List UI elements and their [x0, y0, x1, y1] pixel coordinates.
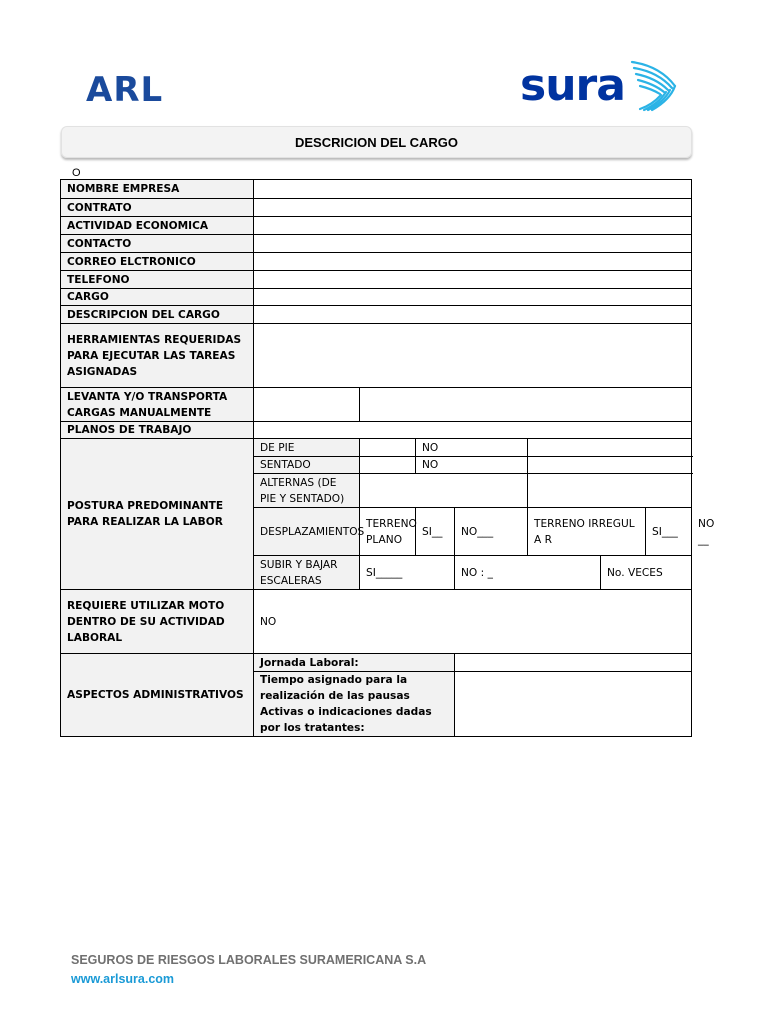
sura-logo-wordmark: sura: [520, 60, 625, 111]
label-desplazamientos: DESPLAZAMIENTOS: [254, 508, 360, 556]
option-terreno-plano-si[interactable]: SI__: [416, 508, 455, 556]
field-requiere-moto[interactable]: NO: [254, 590, 692, 654]
label-nombre-empresa: NOMBRE EMPRESA: [61, 180, 254, 199]
label-correo: CORREO ELCTRONICO: [61, 253, 254, 271]
label-planos-trabajo: PLANOS DE TRABAJO: [61, 422, 254, 439]
footer-website-link[interactable]: www.arlsura.com: [71, 972, 175, 986]
option-terreno-irregular-si[interactable]: SI___: [646, 508, 692, 556]
label-pausas-activas: Tiempo asignado para la realización de las pausas Activas o indicaciones dadas por los tratantes:: [254, 672, 455, 737]
form-title: DESCRICION DEL CARGO: [295, 134, 458, 150]
field-planos-trabajo[interactable]: [254, 422, 692, 439]
label-de-pie: DE PIE: [254, 439, 360, 457]
label-levanta-cargas: LEVANTA Y/O TRANSPORTA CARGAS MANUALMENTE: [61, 388, 254, 422]
field-de-pie[interactable]: [360, 439, 416, 457]
label-contrato: CONTRATO: [61, 199, 254, 217]
field-no-veces[interactable]: No. VECES: [601, 556, 692, 590]
label-terreno-plano: TERRENO PLANO: [360, 508, 416, 556]
sura-logo: [520, 58, 680, 118]
field-jornada-laboral[interactable]: [455, 654, 692, 672]
field-contrato[interactable]: [254, 199, 692, 217]
field-levanta-cargas-a[interactable]: [254, 388, 360, 422]
label-contacto: CONTACTO: [61, 235, 254, 253]
field-contacto[interactable]: [254, 235, 692, 253]
field-telefono[interactable]: [254, 271, 692, 289]
job-description-form: NOMBRE EMPRESA CONTRATO ACTIVIDAD ECONOMICA CONTACTO CORREO ELCTRONICO TELEFONO CARGO DESCRIPCION DEL CARGO HERRAMIENTAS REQUERIDAS PARA EJECUTAR LAS TAREAS ASIGNADAS LEVANTA Y/O TRANSPORTA CARGAS MANUALMENTE PLANOS DE TRABAJO POSTURA PREDOMINANTE PARA REALIZAR LA LABOR DE PIE NO SENTADO NO ALTERNAS (DE PIE Y SENTADO) DESPLAZAMIENTOS TERRENO PLANO SI__ NO___ TERRENO IRREGULA R SI___ NO __ SUBIR Y BAJAR ESCALERAS SI_____ NO : _ No. VECES REQUIERE UTILIZAR MOTO DENTRO DE SU ACTIVIDAD LABORAL NO ASPECTOS ADMINISTRATIVOS Jornada Laboral: Tiempo asignado para la realización de las pausas Activas o indicaciones dadas por los tratantes:: [60, 179, 692, 737]
label-terreno-irregular: TERRENO IRREGULA R: [528, 508, 646, 556]
label-sentado: SENTADO: [254, 457, 360, 474]
label-jornada-laboral: Jornada Laboral:: [254, 654, 455, 672]
field-de-pie-extra[interactable]: [528, 439, 692, 457]
field-actividad-economica[interactable]: [254, 217, 692, 235]
field-descripcion-cargo[interactable]: [254, 306, 692, 324]
footer-company: SEGUROS DE RIESGOS LABORALES SURAMERICANA S.A: [71, 953, 427, 967]
field-pausas-activas[interactable]: [455, 672, 692, 737]
field-sentado-extra[interactable]: [528, 457, 692, 474]
option-terreno-plano-no[interactable]: NO___: [455, 508, 528, 556]
field-alternas[interactable]: [360, 474, 528, 508]
label-requiere-moto: REQUIERE UTILIZAR MOTO DENTRO DE SU ACTIVIDAD LABORAL: [61, 590, 254, 654]
label-actividad-economica: ACTIVIDAD ECONOMICA: [61, 217, 254, 235]
sura-wing-icon: [520, 58, 680, 118]
label-herramientas: HERRAMIENTAS REQUERIDAS PARA EJECUTAR LAS TAREAS ASIGNADAS: [61, 324, 254, 388]
option-escaleras-si[interactable]: SI_____: [360, 556, 455, 590]
form-title-bar: [61, 126, 692, 158]
option-sentado-no[interactable]: NO: [416, 457, 528, 474]
arl-logo: ARL: [86, 70, 164, 110]
label-aspectos-administrativos: ASPECTOS ADMINISTRATIVOS: [61, 654, 254, 737]
field-herramientas[interactable]: [254, 324, 692, 388]
field-alternas-extra[interactable]: [528, 474, 692, 508]
field-cargo[interactable]: [254, 289, 692, 306]
label-telefono: TELEFONO: [61, 271, 254, 289]
label-cargo: CARGO: [61, 289, 254, 306]
option-escaleras-no[interactable]: NO : _: [455, 556, 601, 590]
label-postura: POSTURA PREDOMINANTE PARA REALIZAR LA LABOR: [61, 439, 254, 590]
option-de-pie-no[interactable]: NO: [416, 439, 528, 457]
field-correo[interactable]: [254, 253, 692, 271]
field-nombre-empresa[interactable]: [254, 180, 692, 199]
label-descripcion-cargo: DESCRIPCION DEL CARGO: [61, 306, 254, 324]
field-sentado[interactable]: [360, 457, 416, 474]
field-levanta-cargas-b[interactable]: [360, 388, 692, 422]
label-alternas: ALTERNAS (DE PIE Y SENTADO): [254, 474, 360, 508]
label-subir-escaleras: SUBIR Y BAJAR ESCALERAS: [254, 556, 360, 590]
stray-mark: O: [72, 167, 81, 179]
